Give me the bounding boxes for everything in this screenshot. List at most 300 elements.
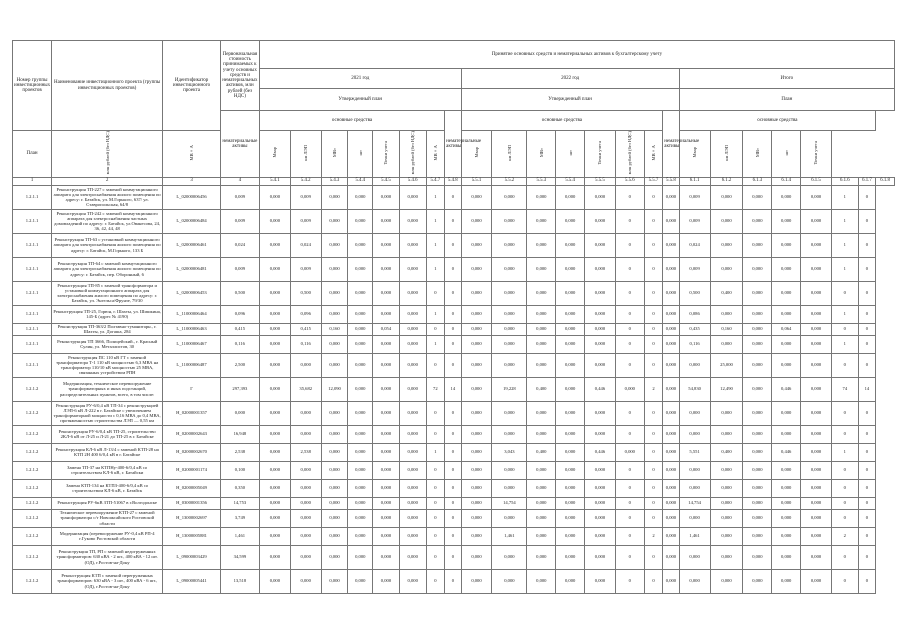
row-project-id: Н_02000005049 (163, 479, 221, 497)
row-value: 0,009 (679, 257, 710, 281)
row-value: 0 (858, 233, 875, 257)
row-value: 0,000 (801, 281, 832, 305)
row-value: 0,000 (259, 209, 290, 233)
row-value: 0,000 (772, 509, 801, 527)
table-row (13, 335, 895, 353)
row-project-id: L_09000005441 (163, 569, 221, 593)
row-project-id: L_02000006481 (163, 257, 221, 281)
row-value: 0,024 (679, 233, 710, 257)
row-value: 0 (831, 479, 858, 497)
row-value: 0,000 (492, 233, 527, 257)
row-value: 0,000 (801, 425, 832, 443)
row-value: 0,000 (585, 305, 616, 323)
row-value: 0,000 (679, 401, 710, 425)
row-plan-value: 0,024 (220, 233, 259, 257)
row-value: 0,000 (259, 257, 290, 281)
column-number: 6.1.1 (679, 177, 710, 185)
row-value: 0,000 (527, 335, 556, 353)
row-value: 0,000 (663, 281, 679, 305)
row-value: 0 (445, 443, 461, 461)
row-value: 0,000 (663, 425, 679, 443)
row-project-id: L_02000006461 (163, 233, 221, 257)
row-value: 0 (615, 305, 644, 323)
row-value: 0 (831, 353, 858, 377)
row-value: 0,000 (663, 527, 679, 545)
row-group-number: 1.2.1.1 (13, 281, 52, 305)
row-value: 0,000 (259, 545, 290, 569)
row-value: 0,000 (556, 353, 585, 377)
header-kind-2021: Утвержденный план (259, 89, 461, 111)
row-project-name: Реконструкция ТП, РП с заменой недогруженных трансформаторов: 630 кВА - 2 шт., 400 кВА - 12 шт. (ОД), г.Ростов-на-Дону (52, 545, 163, 569)
row-value: 0,000 (461, 569, 492, 593)
row-group-number: 1.2.1.1 (13, 353, 52, 377)
row-project-name: Реконструкция КТП с заменой перегруженных трансформаторов: 630 кВА - 3 шт., 400 кВА - 6 шт., (ОД), г.Ростов-на-Дону (52, 569, 163, 593)
row-value: 1 (426, 185, 445, 209)
header-unit-label: Точки учета (597, 140, 603, 165)
row-value: 0,000 (743, 233, 772, 257)
row-value: 0,400 (710, 443, 743, 461)
header-fixed-assets: основные средства (679, 111, 876, 131)
row-project-name: Реконструкция РУ-6кВ ЗТП-51067 в г.Волгодонске (52, 497, 163, 509)
row-value: 0 (858, 209, 875, 233)
row-value: 0,500 (679, 281, 710, 305)
row-project-name: Реконструкция ТП-85 с заменой трансформатора и установкой коммутационного аппарата для электроснабжения жилого помещения по адресу: г. Батайск, ул. Энгельса/Фрунзе, 79/30 (52, 281, 163, 305)
row-value: 0,000 (743, 401, 772, 425)
row-value: 0,000 (527, 233, 556, 257)
row-project-name: Реконструкция ТП-227 с заменой коммутационного аппарата для электроснабжения жилого помещения по адресу: г. Батайск, ул. М.Горького, 637/ ул. Ставропольская, 64/8 (52, 185, 163, 209)
row-value: 0,435 (679, 323, 710, 335)
row-value: 1 (831, 209, 858, 233)
row-value: 0,000 (373, 209, 400, 233)
row-value: 0,000 (556, 185, 585, 209)
header-unit (426, 131, 445, 178)
row-value: 0,000 (527, 305, 556, 323)
row-value: 0 (445, 509, 461, 527)
row-value: 0,000 (710, 461, 743, 479)
row-value: 0,000 (348, 545, 373, 569)
row-value: 0,000 (259, 305, 290, 323)
table-row (13, 323, 895, 335)
row-value: 0,000 (743, 509, 772, 527)
row-value: 2 (644, 527, 663, 545)
row-value: 0,000 (290, 569, 321, 593)
header-unit (585, 131, 616, 178)
row-value: 0 (644, 479, 663, 497)
row-value: 0,086 (679, 305, 710, 323)
row-value: 0 (615, 281, 644, 305)
row-value: 0,000 (373, 233, 400, 257)
table-row (13, 527, 895, 545)
row-value: 0,000 (399, 443, 426, 461)
row-value: 0,000 (663, 545, 679, 569)
row-value: 0,400 (527, 377, 556, 401)
row-value: 0,000 (492, 353, 527, 377)
row-value: 0,000 (399, 233, 426, 257)
row-value: 0,000 (399, 305, 426, 323)
row-value: 0 (644, 185, 663, 209)
row-value: 0,000 (321, 185, 348, 209)
table-row (13, 509, 895, 527)
row-value: 0 (644, 401, 663, 425)
row-value: 0,000 (461, 509, 492, 527)
row-value: 0,000 (585, 479, 616, 497)
row-project-name: Реконструкция ТП-63 с установкой коммутационного аппарата для электроснабжения жилого помещения по адресу: г. Батайск, М.Горького, 133 Б (52, 233, 163, 257)
row-value: 0 (644, 335, 663, 353)
row-value: 0,000 (321, 497, 348, 509)
row-value: 0 (644, 209, 663, 233)
header-year-2021: 2021 год (259, 69, 461, 89)
row-value: 0,000 (290, 497, 321, 509)
row-value: 0,000 (399, 323, 426, 335)
row-value: 0,000 (585, 497, 616, 509)
row-value: 0,000 (290, 527, 321, 545)
header-year-2022: 2022 год (461, 69, 679, 89)
row-value: 0,000 (801, 353, 832, 377)
row-value: 1 (831, 185, 858, 209)
row-value: 0,000 (585, 281, 616, 305)
row-value: 0,000 (556, 527, 585, 545)
row-value: 0,000 (290, 545, 321, 569)
row-value: 0,000 (585, 425, 616, 443)
header-unit-label: МВ×А (432, 144, 438, 161)
column-number: 5.4.3 (321, 177, 348, 185)
row-value: 0,000 (663, 569, 679, 593)
row-value: 0 (644, 257, 663, 281)
row-project-name: Реконструкция ПС 110 кВ ГТ с заменой трансформатора Т-1 110 кВ мощностью 6,3 МВА на трансформатор 110/10 кВ мощностью 25 МВА, связанных устройством РПН (52, 353, 163, 377)
row-value: 0,000 (743, 209, 772, 233)
row-value: 0 (858, 479, 875, 497)
row-value: 0,000 (492, 509, 527, 527)
row-group-number: 1.2.1.2 (13, 377, 52, 401)
row-value: 0,000 (321, 233, 348, 257)
row-value: 0,000 (527, 281, 556, 305)
row-value: 0,000 (663, 443, 679, 461)
row-value: 0,000 (710, 209, 743, 233)
row-value: 0,000 (679, 509, 710, 527)
row-group-number: 1.2.1.1 (13, 209, 52, 233)
row-value: 0,024 (290, 233, 321, 257)
row-value: 0,160 (710, 323, 743, 335)
row-value: 0,000 (772, 185, 801, 209)
row-value: 0 (858, 443, 875, 461)
table-row (13, 425, 895, 443)
row-value: 0 (615, 323, 644, 335)
row-group-number: 1.2.1.2 (13, 497, 52, 509)
table-row (13, 443, 895, 461)
row-value: 0,000 (772, 209, 801, 233)
row-value: 0,000 (663, 479, 679, 497)
row-value: 0,000 (585, 233, 616, 257)
investment-table (12, 40, 895, 594)
row-value: 0 (445, 281, 461, 305)
column-number: 5.5.6 (615, 177, 644, 185)
row-value: 0,000 (679, 479, 710, 497)
row-project-id: L_11000006487 (163, 353, 221, 377)
row-project-name: Замена ТП-37 на КТПНу-400-6/0,4 кВ со строительством КЛ-6 кВ, г. Батайски (52, 461, 163, 479)
row-value: 0,000 (461, 497, 492, 509)
row-plan-value: 2,538 (220, 443, 259, 461)
row-plan-value: 14,753 (220, 497, 259, 509)
row-value: 0 (445, 527, 461, 545)
row-value: 1,461 (492, 527, 527, 545)
row-value: 0,000 (373, 305, 400, 323)
row-value: 0,000 (492, 401, 527, 425)
row-value: 0,000 (801, 569, 832, 593)
row-value: 0,000 (556, 233, 585, 257)
row-value: 0,000 (348, 377, 373, 401)
row-value: 0,000 (492, 425, 527, 443)
table-row (13, 497, 895, 509)
row-value: 0,000 (663, 233, 679, 257)
header-unit (801, 131, 832, 178)
row-project-id: L_09000003429 (163, 545, 221, 569)
table-row (13, 257, 895, 281)
row-value: 0,000 (772, 335, 801, 353)
row-value: 0 (644, 509, 663, 527)
header-unit (527, 131, 556, 178)
row-value: 0,000 (321, 545, 348, 569)
row-value: 0,000 (679, 461, 710, 479)
header-intangible: нематериальные активы (445, 111, 461, 178)
row-value: 0,000 (679, 569, 710, 593)
row-value: 0,000 (710, 527, 743, 545)
row-group-number: 1.2.1.2 (13, 527, 52, 545)
row-value: 0,000 (710, 497, 743, 509)
row-value: 0,000 (679, 353, 710, 377)
row-value: 0,000 (461, 545, 492, 569)
row-value: 0 (445, 545, 461, 569)
row-plan-value: 1,461 (220, 527, 259, 545)
header-unit (163, 131, 221, 178)
header-kind-total: План (679, 89, 894, 111)
row-value: 0 (426, 353, 445, 377)
row-value: 0,116 (679, 335, 710, 353)
row-value: 0,000 (348, 425, 373, 443)
header-unit (348, 131, 373, 178)
row-group-number: 1.2.1.2 (13, 401, 52, 425)
row-value: 0,415 (290, 323, 321, 335)
row-value: 0,000 (373, 257, 400, 281)
column-number: 6.1.7 (858, 177, 875, 185)
row-value: 12,490 (710, 377, 743, 401)
row-value: 0,116 (290, 335, 321, 353)
row-value: 0,000 (348, 569, 373, 593)
row-project-name: Реконструкция ТП-25, Горюн, г. Шахты, ул. Шишкина, 145-Б (адрес № 4190) (52, 305, 163, 323)
row-value: 0 (644, 233, 663, 257)
header-unit-label: МВт (331, 148, 337, 158)
table-row (13, 401, 895, 425)
row-value: 12,090 (321, 377, 348, 401)
row-value: 0 (831, 545, 858, 569)
header-unit-label: млн рублей (без НДС) (410, 131, 416, 175)
row-value: 0,000 (556, 209, 585, 233)
row-value: 0 (615, 209, 644, 233)
row-group-number: 1.2.1.1 (13, 335, 52, 353)
row-value: 0,000 (461, 257, 492, 281)
row-value: 0,000 (461, 323, 492, 335)
column-number: 5.4.6 (399, 177, 426, 185)
row-value: 0,000 (743, 335, 772, 353)
row-value: 0,000 (492, 257, 527, 281)
row-value: 0,000 (399, 335, 426, 353)
table-row (13, 377, 895, 401)
row-value: 0,000 (290, 509, 321, 527)
column-number: 5.5.5 (585, 177, 616, 185)
row-value: 5,551 (679, 443, 710, 461)
row-value: 0,000 (743, 545, 772, 569)
row-group-number: 1.2.1.1 (13, 233, 52, 257)
row-group-number: 1.2.1.2 (13, 545, 52, 569)
row-value: 0,000 (772, 545, 801, 569)
row-value: 0,000 (461, 377, 492, 401)
row-value: 0,000 (556, 401, 585, 425)
row-value: 0,000 (290, 461, 321, 479)
row-value: 0,000 (801, 479, 832, 497)
header-unit (644, 131, 663, 178)
row-value: 0,000 (348, 479, 373, 497)
row-value: 0,000 (399, 353, 426, 377)
row-value: 0,000 (801, 497, 832, 509)
column-number: 5.4.1 (259, 177, 290, 185)
row-value: 1 (426, 233, 445, 257)
header-unit-label: Мвар (473, 147, 479, 158)
table-row (13, 461, 895, 479)
row-value: 0,000 (527, 425, 556, 443)
row-value: 0,000 (663, 509, 679, 527)
row-value: 0 (426, 569, 445, 593)
row-value: 0,000 (321, 443, 348, 461)
row-value: 0 (858, 509, 875, 527)
header-unit (743, 131, 772, 178)
row-value: 0 (644, 461, 663, 479)
row-value: 0,000 (461, 281, 492, 305)
row-value: 0,000 (348, 443, 373, 461)
row-value: 0,000 (373, 353, 400, 377)
header-unit (492, 131, 527, 178)
row-value: 0,000 (743, 305, 772, 323)
column-number: 5.5.2 (492, 177, 527, 185)
row-value: 0,000 (492, 209, 527, 233)
row-value: 0,000 (663, 305, 679, 323)
row-value: 0,000 (663, 461, 679, 479)
header-fixed-assets: основные средства (461, 111, 663, 131)
header-unit (259, 131, 290, 178)
header-unit-label: шт (567, 149, 573, 156)
row-value: 0 (426, 509, 445, 527)
header-unit-label: МВ×А (650, 144, 656, 161)
header-unit-label: млн рублей (без НДС) (627, 131, 633, 175)
row-value: 0 (615, 257, 644, 281)
row-value: 0 (858, 185, 875, 209)
row-value: 0 (426, 497, 445, 509)
row-project-name: Реконструкция КЛ-6 кВ Л-13/4 с заменой КТП-28 на КТП 2Н 400 6/0,4 кВ в г. Батайске (52, 443, 163, 461)
row-group-number: 1.2.1.2 (13, 461, 52, 479)
row-value: 0 (426, 323, 445, 335)
row-value: 14,754 (679, 497, 710, 509)
row-value: 0,000 (399, 545, 426, 569)
row-value: 0,000 (585, 209, 616, 233)
row-value: 0,000 (585, 569, 616, 593)
row-value: 0 (644, 281, 663, 305)
row-value: 54,830 (679, 377, 710, 401)
row-value: 0,000 (259, 461, 290, 479)
row-value: 0,160 (321, 323, 348, 335)
row-value: 14 (445, 377, 461, 401)
row-value: 0,000 (527, 545, 556, 569)
row-value: 0,000 (527, 353, 556, 377)
row-value: 0,000 (710, 185, 743, 209)
column-number: 5.5.3 (527, 177, 556, 185)
row-value: 0,000 (492, 323, 527, 335)
row-value: 0,400 (527, 443, 556, 461)
row-value: 0,000 (492, 305, 527, 323)
row-value: 0 (445, 497, 461, 509)
row-value: 0,000 (259, 497, 290, 509)
row-value: 0,000 (348, 257, 373, 281)
row-value: 0,000 (373, 569, 400, 593)
row-value: 0 (445, 209, 461, 233)
row-value: 0,000 (461, 443, 492, 461)
row-value: 0,000 (743, 257, 772, 281)
row-value: 0,000 (615, 377, 644, 401)
row-value: 1 (426, 305, 445, 323)
row-value: 0,000 (710, 479, 743, 497)
row-value: 0,000 (801, 509, 832, 527)
row-value: 0 (858, 569, 875, 593)
row-value: 0 (445, 233, 461, 257)
row-value: 0,000 (373, 527, 400, 545)
row-value: 0 (426, 461, 445, 479)
row-value: 0,000 (321, 335, 348, 353)
header-unit-label: шт (783, 149, 789, 156)
row-value: 0,000 (527, 479, 556, 497)
row-value: 0,000 (663, 353, 679, 377)
row-value: 0,000 (348, 509, 373, 527)
row-value: 0,000 (615, 443, 644, 461)
table-row (13, 305, 895, 323)
row-project-id: Н_02000002643 (163, 425, 221, 443)
row-value: 0,000 (710, 335, 743, 353)
column-number: 6.1.8 (876, 177, 895, 185)
column-number: 5.5.7 (644, 177, 663, 185)
row-plan-value: 0,096 (220, 305, 259, 323)
row-group-number: 1.2.1.2 (13, 425, 52, 443)
row-value: 0,000 (743, 281, 772, 305)
row-value: 0,000 (556, 425, 585, 443)
row-value: 0,000 (585, 401, 616, 425)
row-value: 0,000 (373, 185, 400, 209)
row-value: 0,000 (772, 479, 801, 497)
row-project-name: Модернизация, техническое перевооружение трансформаторных и иных подстанций, распределительных пунктов, всего, в том числе: (52, 377, 163, 401)
row-value: 1 (831, 443, 858, 461)
row-value: 0,000 (801, 443, 832, 461)
row-value: 0,000 (710, 401, 743, 425)
row-value: 0 (445, 401, 461, 425)
header-project-name: Наименование инвестиционного проекта (группы инвестиционных проектов) (52, 41, 163, 131)
row-value: 0 (858, 497, 875, 509)
table-row (13, 233, 895, 257)
table-row (13, 545, 895, 569)
row-value: 0,000 (461, 335, 492, 353)
row-value: 0 (445, 257, 461, 281)
row-value: 0,000 (373, 401, 400, 425)
row-project-id: L_02000006484 (163, 209, 221, 233)
row-value: 0,000 (290, 401, 321, 425)
row-value: 0 (445, 353, 461, 377)
row-value: 35,682 (290, 377, 321, 401)
row-value: 0,000 (801, 461, 832, 479)
column-number: 1 (13, 177, 52, 185)
